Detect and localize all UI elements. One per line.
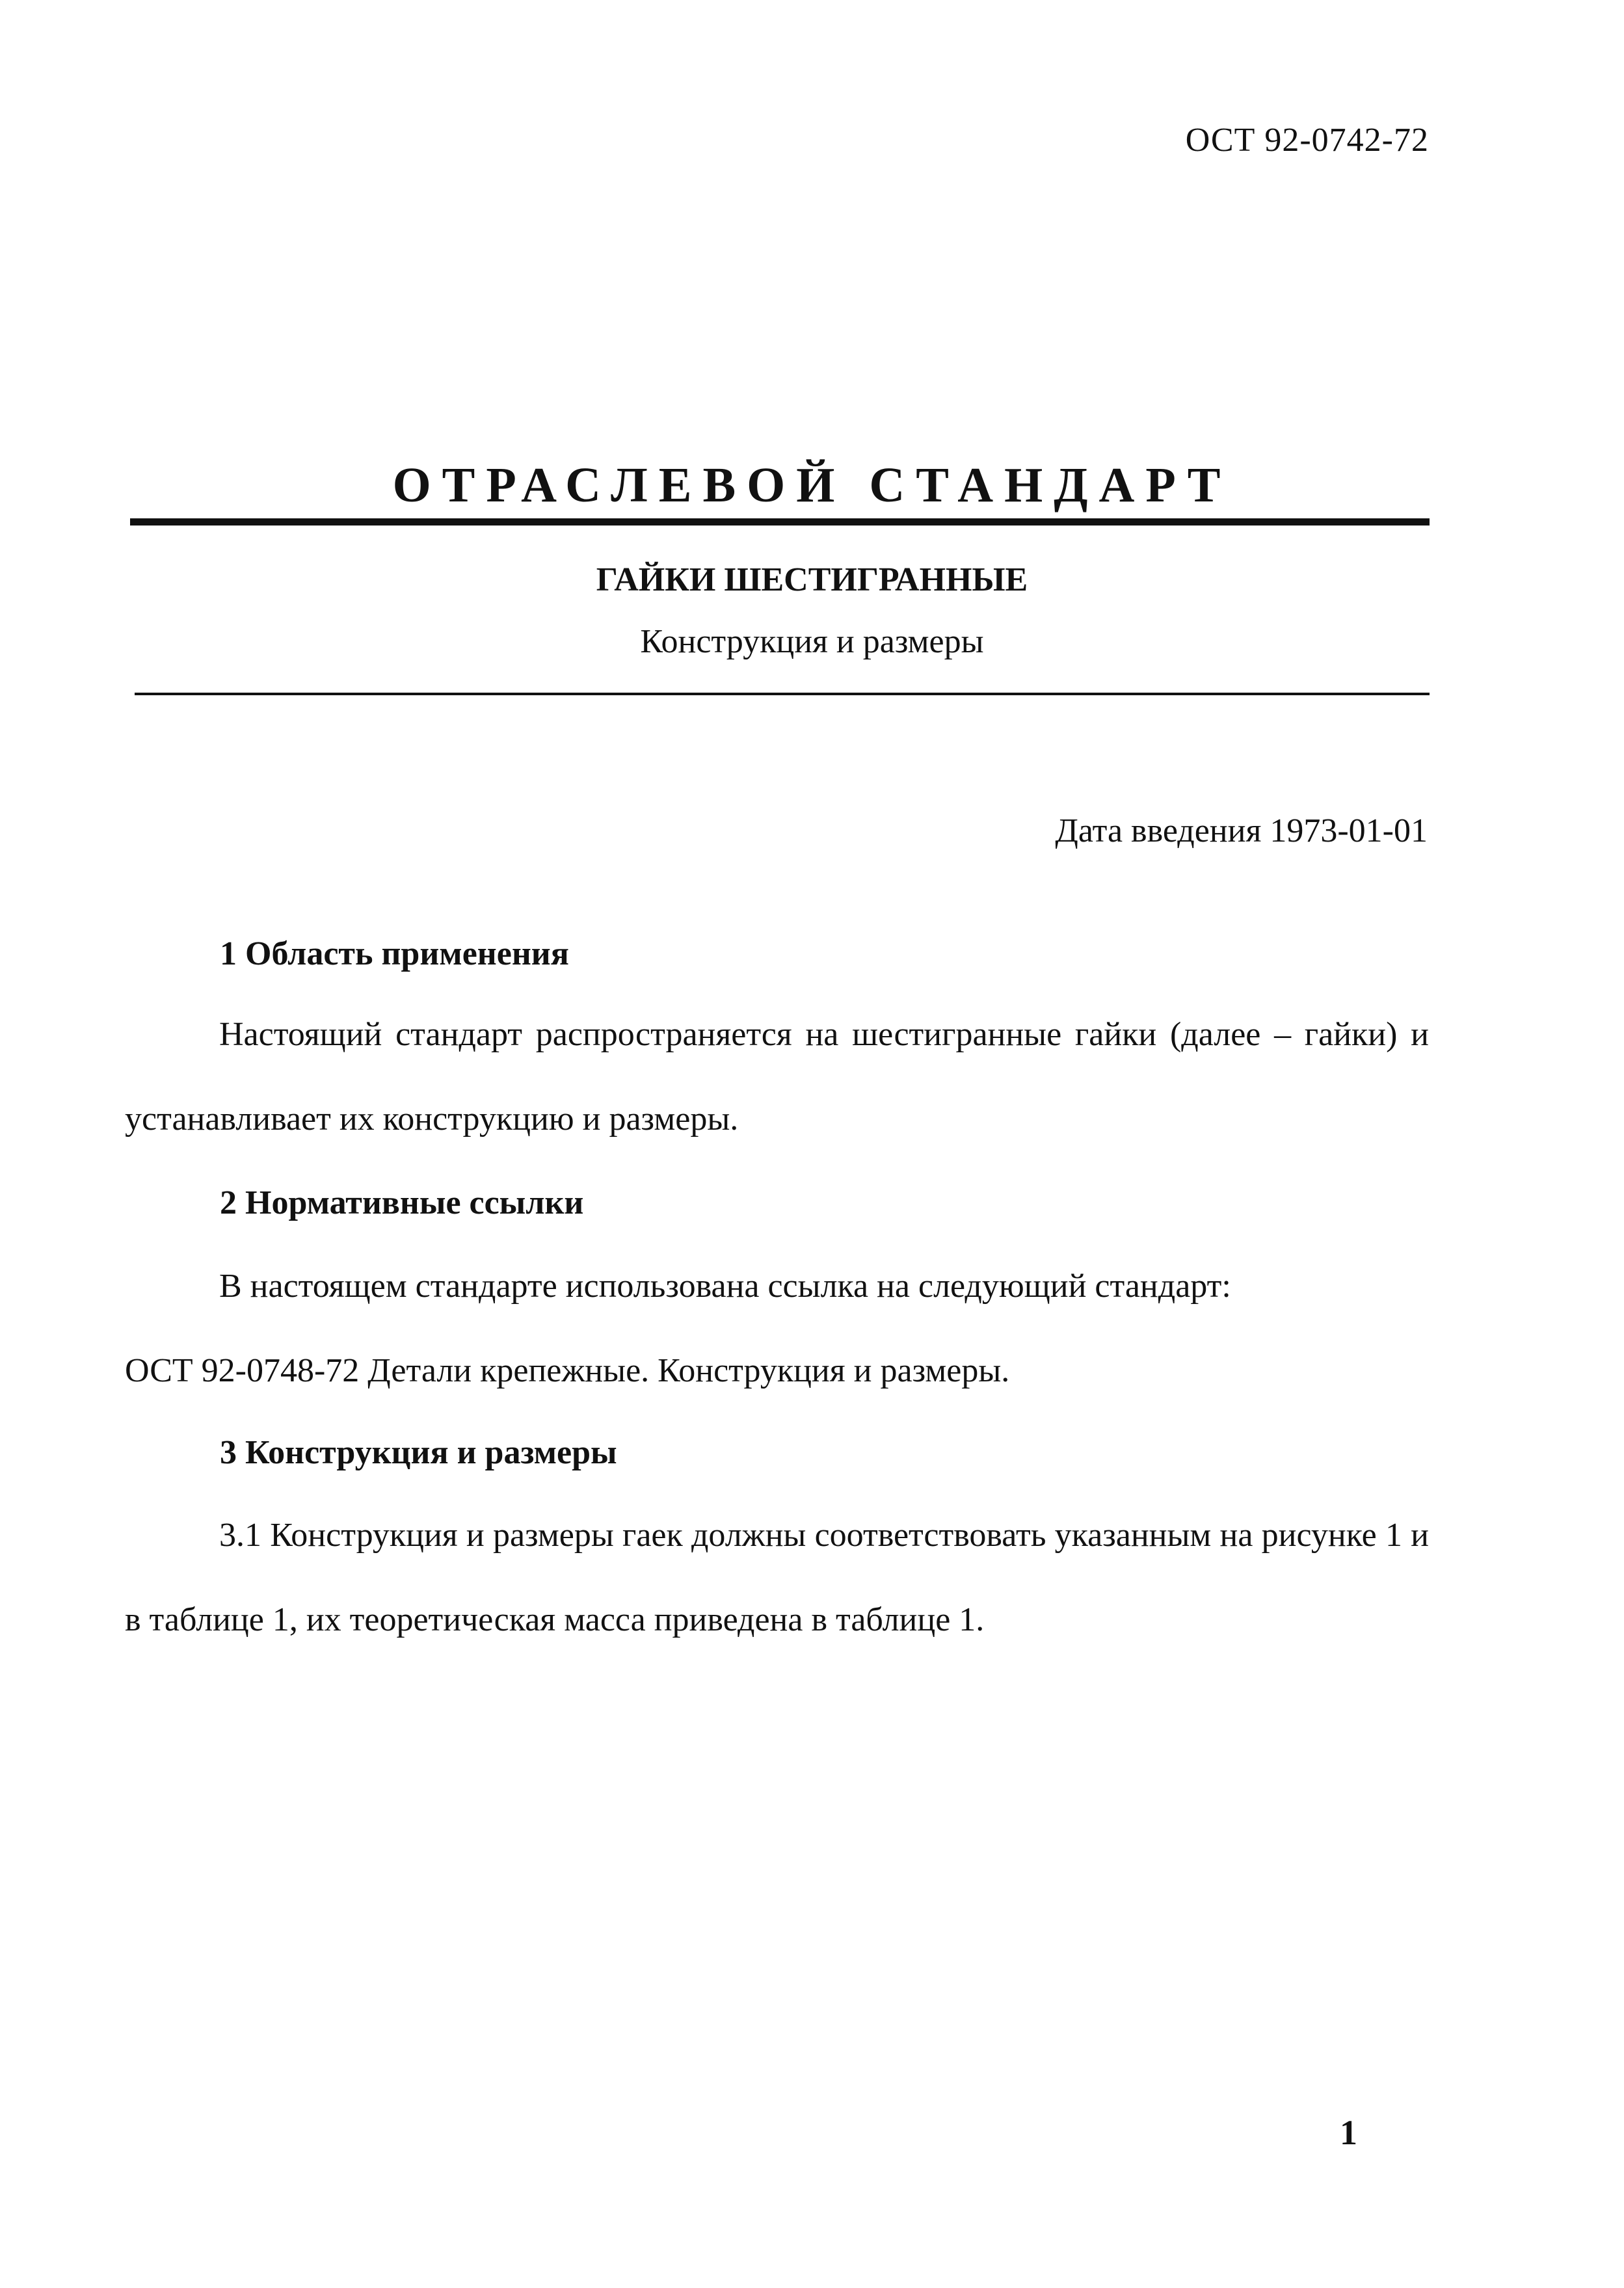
document-code: ОСТ 92-0742-72 bbox=[1185, 122, 1429, 159]
page-number: 1 bbox=[1340, 2113, 1357, 2152]
section-text-references bbox=[125, 1244, 1429, 1413]
subject-title: ГАЙКИ ШЕСТИГРАННЫЕ bbox=[596, 561, 1028, 598]
standard-type-title: ОТРАСЛЕВОЙ СТАНДАРТ bbox=[392, 458, 1232, 512]
references-intro-text: В настоящем стандарте использована ссылка на следующий стандарт: bbox=[219, 1268, 1231, 1305]
section-heading-design: 3 Конструкция и размеры bbox=[220, 1434, 617, 1471]
section-text-design: 3.1 Конструкция и размеры гаек должны соответствовать указанным на рисунке 1 и в таблице 1, их теоретическая масса приведена в таблице 1. bbox=[125, 1517, 1429, 1638]
section-text-scope: Настоящий стандарт распространяется на шестигранные гайки (далее – гайки) и устанавливает их конструкцию и размеры. bbox=[125, 1016, 1429, 1137]
title-divider-thick bbox=[130, 518, 1430, 525]
subject-subtitle: Конструкция и размеры bbox=[640, 623, 984, 660]
introduction-date: Дата введения 1973-01-01 bbox=[1055, 812, 1428, 849]
section-heading-scope: 1 Область применения bbox=[220, 935, 569, 972]
title-divider-thin bbox=[135, 693, 1430, 695]
reference-item: ОСТ 92-0748-72 Детали крепежные. Конструкция и размеры. bbox=[125, 1352, 1010, 1389]
section-heading-references: 2 Нормативные ссылки bbox=[220, 1184, 584, 1221]
